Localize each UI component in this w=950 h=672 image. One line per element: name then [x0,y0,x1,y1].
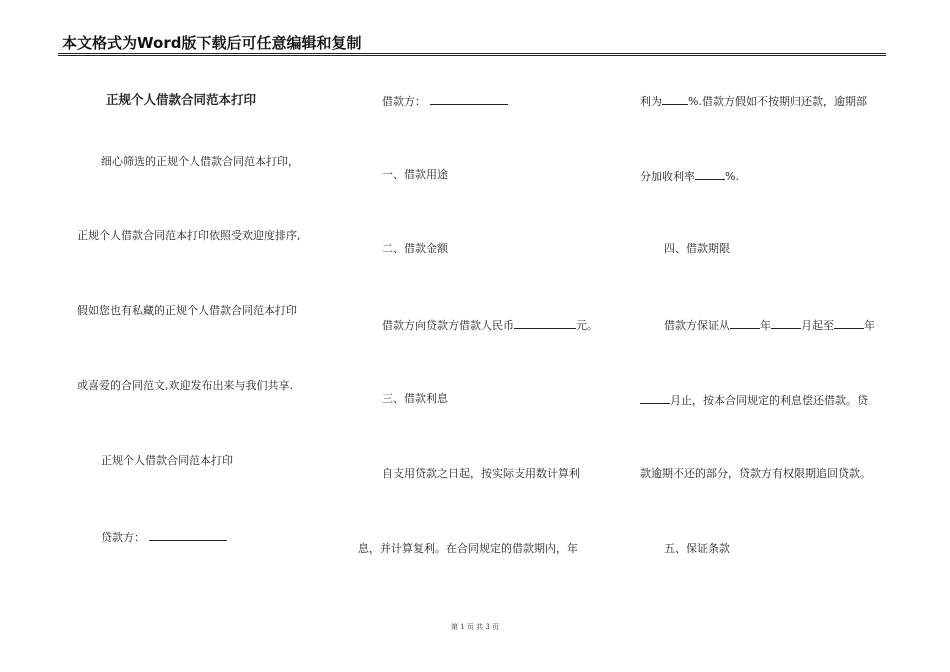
paragraph-intro-2: 正规个人借款合同范本打印依照受欢迎度排序, [77,229,301,242]
page-number-footer: 第 1 页 共 3 页 [450,623,500,631]
penalty-prefix: 分加收利率 [640,170,695,183]
amount-suffix: 元。 [576,319,598,332]
borrower-line [382,93,508,109]
rate-blank [662,93,688,105]
term-to-label: 月起至 [801,319,834,332]
section-guarantee: 五、保证条款 [664,542,730,555]
term-year-label-2: 年 [864,319,875,332]
amount-blank [514,317,576,329]
lender-blank [149,529,227,541]
section-purpose: 一、借款用途 [382,168,448,181]
rate-suffix: %.借款方假如不按期归还款，逾期部 [688,95,867,108]
interest-line-1: 自支用贷款之日起，按实际支用数计算利 [382,467,580,480]
rate-line [640,93,867,109]
section-amount: 二、借款金额 [382,242,448,255]
term-line-2 [640,392,868,408]
borrower-label: 借款方： [382,95,426,108]
lender-label: 贷款方： [101,531,145,544]
penalty-line [640,168,739,184]
overdue-line: 款逾期不还的部分，贷款方有权限期追回贷款。 [640,467,871,480]
interest-line-2: 息，并计算复利。在合同规定的借款期内，年 [358,542,578,555]
paragraph-intro-3: 假如您也有私藏的正规个人借款合同范本打印 [77,304,297,317]
header-rule-double [58,55,886,56]
term-year-blank-1 [730,317,760,329]
paragraph-intro-4: 或喜爱的合同范文,欢迎发布出来与我们共享. [77,379,293,392]
borrower-blank [430,93,508,105]
document-header-title: 本文格式为Word版下载后可任意编辑和复制 [62,34,362,52]
term-year-label-1: 年 [760,319,771,332]
penalty-suffix: %. [725,170,739,183]
term-month-blank-2 [640,392,670,404]
section-interest: 三、借款利息 [382,392,448,405]
amount-prefix: 借款方向贷款方借款人民币 [382,319,514,332]
amount-line [382,317,598,333]
penalty-blank [695,168,725,180]
rate-prefix: 利为 [640,95,662,108]
term-month-blank-1 [771,317,801,329]
lender-line [101,529,227,545]
doc-title: 正规个人借款合同范本打印 [106,92,257,107]
term-line-2-suffix: 月止，按本合同规定的利息偿还借款。贷 [670,394,868,407]
term-from-label: 借款方保证从 [664,319,730,332]
paragraph-subtitle: 正规个人借款合同范本打印 [101,454,233,467]
term-line-1 [664,317,875,333]
term-year-blank-2 [834,317,864,329]
paragraph-intro-1: 细心筛选的正规个人借款合同范本打印， [101,155,299,168]
header-rule [58,53,886,54]
section-term: 四、借款期限 [664,242,730,255]
